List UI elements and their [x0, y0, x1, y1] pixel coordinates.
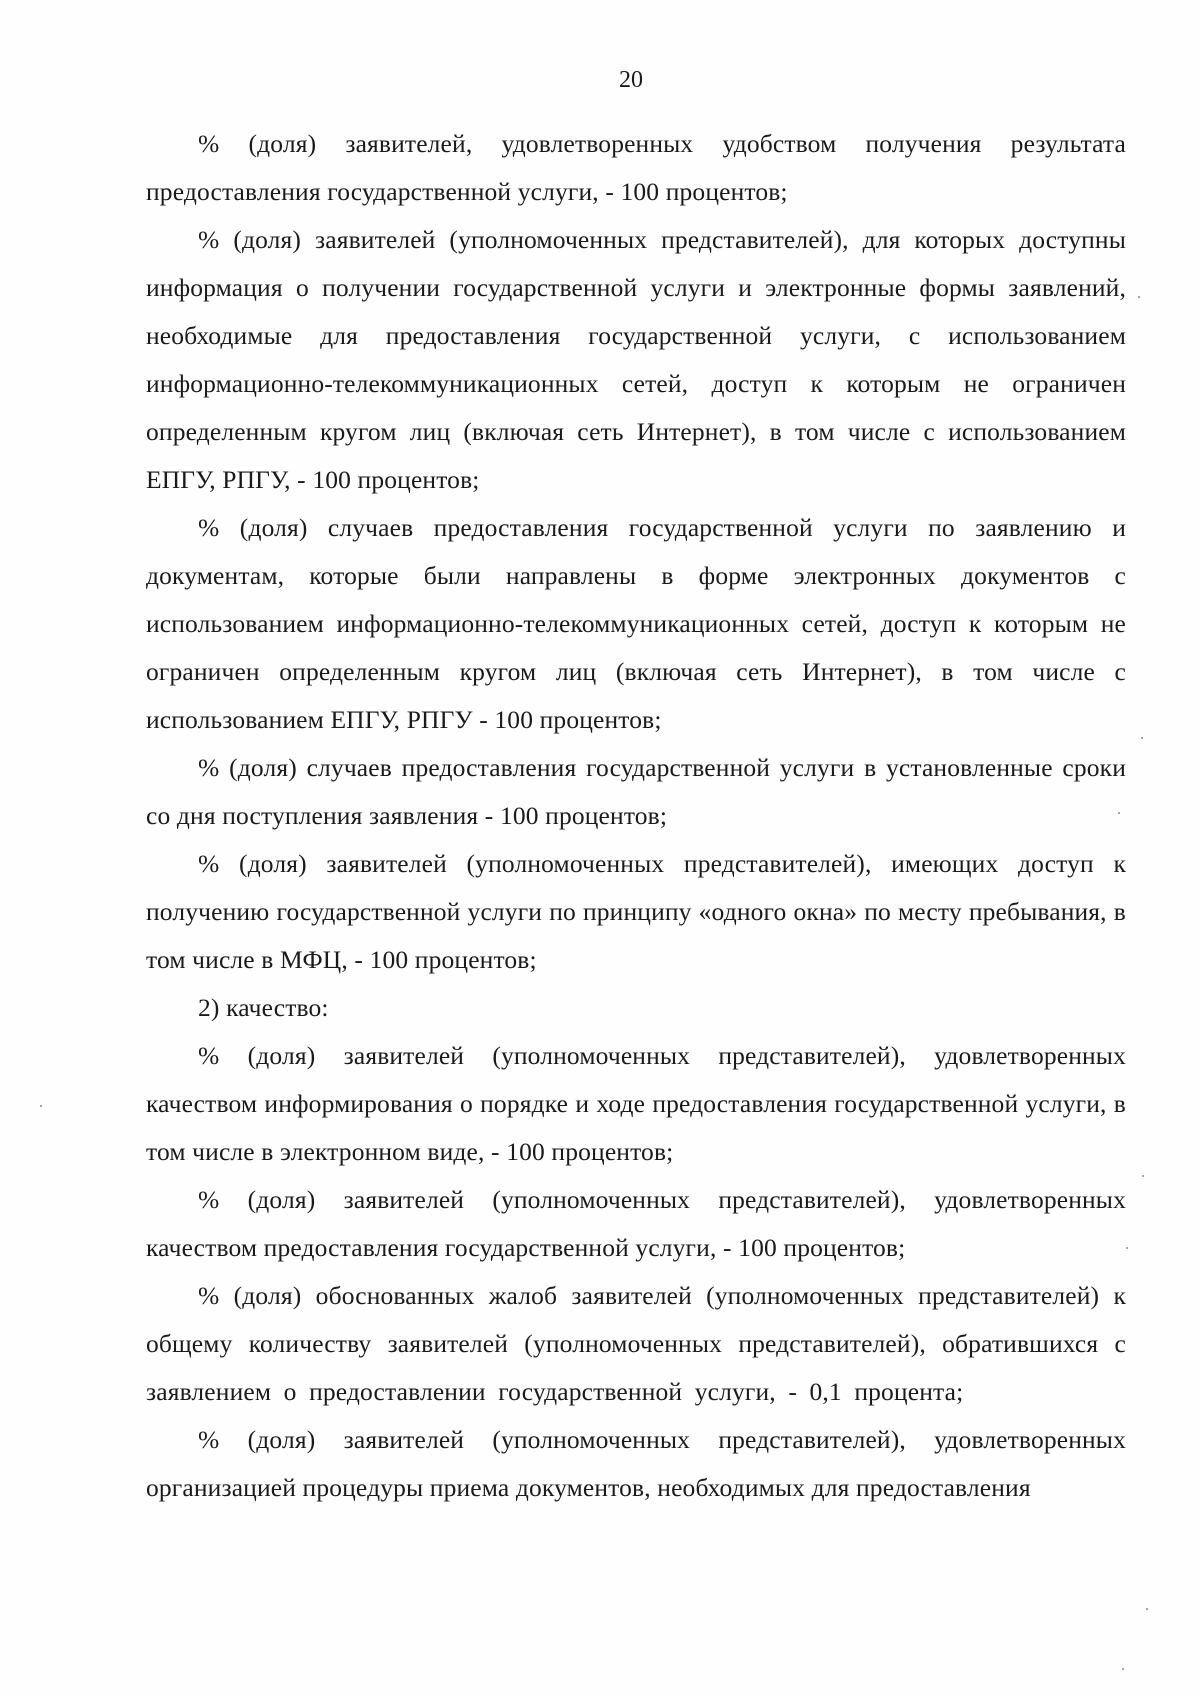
- paragraph-electronic-documents: % (доля) случаев предоставления государственной услуги по заявлению и документам, которые были направлены в форме электронных документов с использованием информационно-телекоммуникационных сетей, доступ к которым не ограничен определенным кругом лиц (включая сеть Интернет), в том числе с использованием ЕПГУ, РПГУ - 100 процентов;: [146, 513, 1126, 734]
- scan-speck: [1142, 1175, 1144, 1177]
- scan-speck: [1141, 737, 1143, 739]
- section-heading-quality: 2) качество:: [198, 993, 329, 1022]
- paragraph-convenience: % (доля) заявителей, удовлетворенных удобством получения результата предоставления государственной услуги, - 100 процентов;: [146, 129, 1126, 206]
- paragraph-one-window: % (доля) заявителей (уполномоченных представителей), имеющих доступ к получению государственной услуги по принципу «одного окна» по месту пребывания, в том числе в МФЦ, - 100 процентов;: [146, 849, 1126, 974]
- page-number: 20: [619, 67, 643, 93]
- scan-speck: [1118, 812, 1120, 814]
- paragraph-deadlines: % (доля) случаев предоставления государственной услуги в установленные сроки со дня поступления заявления - 100 процентов;: [146, 753, 1126, 830]
- document-body: [146, 120, 1126, 1512]
- scan-speck: [1122, 1668, 1124, 1670]
- paragraph-informing-quality: % (доля) заявителей (уполномоченных представителей), удовлетворенных качеством информирования о порядке и ходе предоставления государственной услуги, в том числе в электронном виде, - 100 процентов;: [146, 1041, 1126, 1166]
- scan-speck: [40, 1105, 42, 1107]
- scan-speck: [1146, 1608, 1148, 1610]
- paragraph-electronic-access: % (доля) заявителей (уполномоченных представителей), для которых доступны информация о получении государственной услуги и электронные формы заявлений, необходимые для предоставления государственной услуги, с использованием информационно-телекоммуникационных сетей, доступ к которым не ограничен определенным кругом лиц (включая сеть Интернет), в том числе с использованием ЕПГУ, РПГУ, - 100 процентов;: [146, 225, 1126, 494]
- paragraph-service-quality: % (доля) заявителей (уполномоченных представителей), удовлетворенных качеством предоставления государственной услуги, - 100 процентов;: [146, 1185, 1126, 1262]
- scan-speck: [1126, 1247, 1128, 1249]
- paragraph-document-reception: % (доля) заявителей (уполномоченных представителей), удовлетворенных организацией процедуры приема документов, необходимых для предоставления: [146, 1425, 1126, 1502]
- paragraph-complaints: % (доля) обоснованных жалоб заявителей (уполномоченных представителей) к общему количеству заявителей (уполномоченных представителей), обратившихся с заявлением о предоставлении государственной услуги, - 0,1 процента;: [146, 1281, 1126, 1406]
- scan-speck: [1138, 296, 1140, 298]
